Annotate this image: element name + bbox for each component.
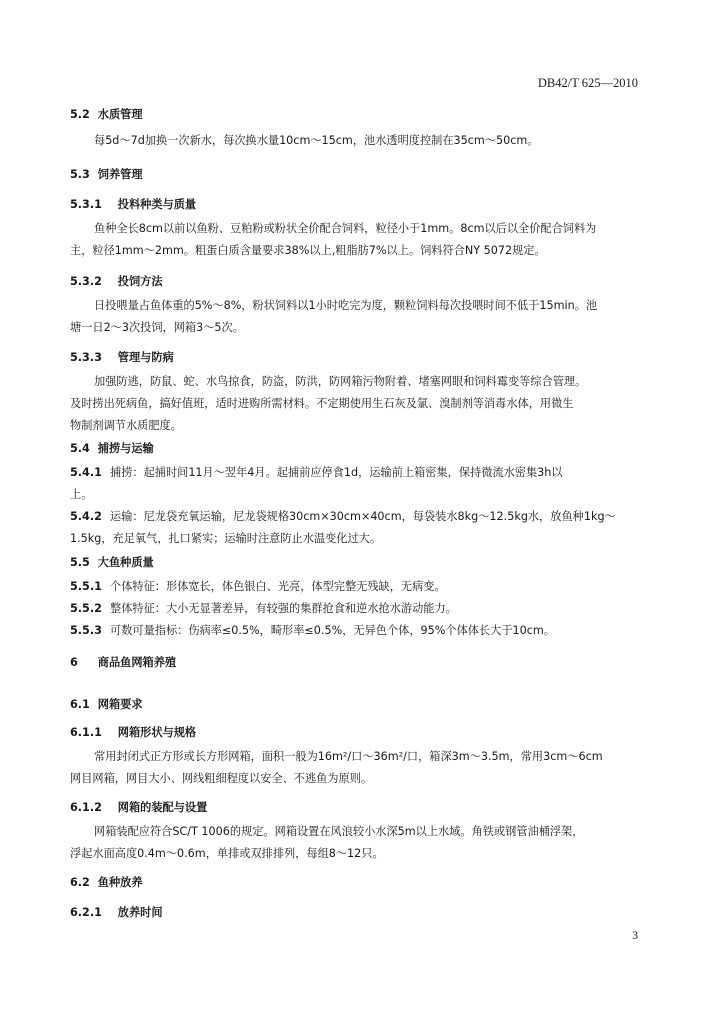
clause-line: 5.5.1 个体特征：形体宽长，体色银白、光亮，体型完整无残缺，无病变。	[70, 580, 446, 593]
paragraph-line: 及时捞出死病鱼，搞好值班，适时进购所需材料。不定期使用生石灰及氯、溴制剂等消毒水体，用微生	[70, 397, 574, 410]
paragraph-line: 塘一日2～3次投饲，网箱3～5次。	[70, 321, 244, 334]
paragraph-line: 加强防逃，防鼠、蛇、水鸟掠食，防盗，防洪，防网箱污物附着、堵塞网眼和饲料霉变等综合管理。	[94, 375, 587, 388]
clause-line: 5.4.2 运输：尼龙袋充氧运输，尼龙袋规格30cm×30cm×40cm，每袋装水8kg～12.5kg水，放鱼种1kg～	[70, 510, 616, 523]
paragraph-line: 上。	[70, 488, 93, 501]
section-heading: 6.2 鱼种放养	[70, 876, 143, 889]
section-heading: 6.1 网箱要求	[70, 698, 143, 711]
paragraph-line: 主，粒径1mm～2mm。粗蛋白质含量要求38%以上,粗脂肪7%以上。饲料符合NY 5072规定。	[70, 244, 546, 257]
paragraph-line: 网箱装配应符合SC/T 1006的规定。网箱设置在风浪较小水深5m以上水域。角铁或钢管油桶浮架，	[94, 825, 584, 838]
paragraph-line: 网目网箱，网目大小、网线粗细程度以安全、不逃鱼为原则。	[70, 772, 373, 785]
paragraph-line: 日投喂量占鱼体重的5%～8%，粉状饲料以1小时吃完为度，颗粒饲料每次投喂时间不低于15min。池	[94, 299, 598, 312]
chapter-heading: 6 商品鱼网箱养殖	[70, 656, 177, 669]
paragraph-line: 物制剂调节水质肥度。	[70, 419, 182, 432]
paragraph-line: 常用封闭式正方形或长方形网箱，面积一般为16m²/口～36m²/口，箱深3m～3.5m，常用3cm～6cm	[94, 750, 603, 763]
subsection-heading: 6.1.1 网箱形状与规格	[70, 726, 197, 739]
subsection-heading: 5.3.3 管理与防病	[70, 351, 174, 364]
paragraph-line: 鱼种全长8cm以前以鱼粉、豆粕粉或粉状全价配合饲料，粒径小于1mm。8cm以后以全价配合饲料为	[94, 222, 597, 235]
document-code: DB42/T 625—2010	[537, 76, 638, 90]
page-number: 3	[632, 930, 638, 942]
section-heading: 5.5 大鱼种质量	[70, 556, 154, 569]
subsection-heading: 5.3.1 投料种类与质量	[70, 198, 197, 211]
clause-line: 5.5.2 整体特征：大小无显著差异，有较强的集群抢食和逆水抢水游动能力。	[70, 602, 457, 615]
section-heading: 5.3 饲养管理	[70, 168, 143, 181]
section-heading: 5.4 捕捞与运输	[70, 442, 154, 455]
paragraph-line: 每5d～7d加换一次新水，每次换水量10cm～15cm，池水透明度控制在35cm～50cm。	[94, 134, 539, 147]
clause-line: 5.4.1 捕捞：起捕时间11月～翌年4月。起捕前应停食1d，运输前上箱密集，保持微流水密集3h以	[70, 466, 563, 479]
subsection-heading: 6.1.2 网箱的装配与设置	[70, 801, 208, 814]
subsection-heading: 5.3.2 投饲方法	[70, 275, 163, 288]
subsection-heading: 6.2.1 放养时间	[70, 906, 163, 919]
section-heading: 5.2 水质管理	[70, 108, 143, 121]
paragraph-line: 1.5kg，充足氧气，扎口紧实；运输时注意防止水温变化过大。	[70, 532, 382, 545]
paragraph-line: 浮起水面高度0.4m～0.6m，单排或双排排列，每组8～12只。	[70, 847, 384, 860]
clause-line: 5.5.3 可数可量指标：伤病率≤0.5%，畸形率≤0.5%，无异色个体，95%个体体长大于10cm。	[70, 624, 555, 637]
